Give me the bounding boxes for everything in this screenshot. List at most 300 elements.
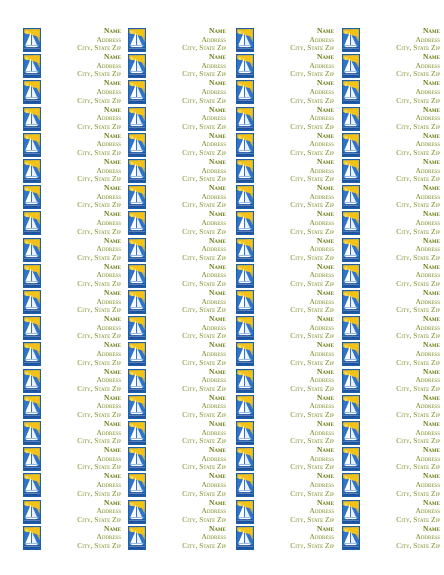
label-city-state-zip: City, State Zip	[396, 462, 440, 472]
label-name: Name	[103, 419, 121, 428]
label-name: Name	[208, 52, 226, 62]
label-city-state-zip: City, State Zip	[396, 409, 440, 419]
sailboat-icon	[236, 159, 254, 183]
label-name: Name	[208, 288, 226, 297]
label-text	[148, 446, 226, 472]
label-address: Address	[96, 270, 121, 280]
label-text	[43, 106, 121, 132]
label-city-state-zip: City, State Zip	[290, 331, 334, 341]
label-text	[256, 315, 334, 341]
address-label	[342, 263, 440, 289]
label-text	[43, 420, 121, 446]
label-name: Name	[422, 209, 440, 219]
sailboat-icon	[342, 54, 360, 78]
label-name: Name	[316, 104, 334, 114]
label-city-state-zip: City, State Zip	[290, 436, 334, 446]
address-label	[236, 525, 334, 551]
label-address: Address	[201, 60, 226, 70]
label-address: Address	[309, 113, 334, 123]
label-address: Address	[309, 296, 334, 306]
address-label	[236, 263, 334, 289]
address-label	[128, 27, 226, 53]
address-label	[342, 394, 440, 420]
sailboat-icon	[342, 264, 360, 288]
label-name: Name	[103, 261, 121, 271]
sailboat-icon	[236, 238, 254, 262]
label-address: Address	[201, 217, 226, 227]
label-name: Name	[208, 419, 226, 428]
label-name: Name	[316, 288, 334, 297]
label-city-state-zip: City, State Zip	[290, 383, 334, 393]
label-text	[148, 289, 226, 315]
address-label	[236, 420, 334, 446]
address-label	[236, 289, 334, 315]
label-city-state-zip: City, State Zip	[290, 147, 334, 157]
address-label	[236, 446, 334, 472]
label-address: Address	[96, 479, 121, 489]
label-address: Address	[201, 113, 226, 123]
label-address: Address	[415, 34, 440, 44]
label-city-state-zip: City, State Zip	[182, 305, 226, 315]
label-city-state-zip: City, State Zip	[182, 514, 226, 524]
label-name: Name	[208, 445, 226, 455]
address-label	[128, 158, 226, 184]
label-text	[43, 525, 121, 551]
label-text	[148, 237, 226, 263]
label-address: Address	[96, 506, 121, 516]
label-address: Address	[415, 427, 440, 437]
label-text	[362, 368, 440, 394]
label-name: Name	[422, 104, 440, 114]
sailboat-icon	[128, 80, 146, 104]
label-name: Name	[316, 26, 334, 35]
label-name: Name	[422, 157, 440, 166]
label-text	[362, 53, 440, 79]
address-label	[128, 79, 226, 105]
label-city-state-zip: City, State Zip	[290, 278, 334, 288]
label-city-state-zip: City, State Zip	[290, 121, 334, 131]
label-text	[43, 184, 121, 210]
sailboat-icon	[342, 395, 360, 419]
label-city-state-zip: City, State Zip	[77, 383, 121, 393]
label-name: Name	[103, 209, 121, 219]
label-name: Name	[103, 235, 121, 245]
label-text	[148, 420, 226, 446]
label-city-state-zip: City, State Zip	[396, 147, 440, 157]
label-address: Address	[415, 165, 440, 175]
sailboat-icon	[23, 185, 41, 209]
label-text	[256, 420, 334, 446]
address-label	[342, 53, 440, 79]
address-label	[236, 53, 334, 79]
label-name: Name	[422, 471, 440, 481]
label-address: Address	[415, 139, 440, 149]
label-text	[148, 315, 226, 341]
label-name: Name	[103, 314, 121, 324]
sailboat-icon	[236, 500, 254, 524]
address-label	[128, 394, 226, 420]
sailboat-icon	[342, 342, 360, 366]
label-text	[362, 106, 440, 132]
label-address: Address	[309, 348, 334, 358]
address-label	[128, 420, 226, 446]
sailboat-icon	[128, 316, 146, 340]
label-city-state-zip: City, State Zip	[77, 278, 121, 288]
label-city-state-zip: City, State Zip	[396, 95, 440, 105]
label-city-state-zip: City, State Zip	[182, 252, 226, 262]
label-address: Address	[201, 270, 226, 280]
sailboat-icon	[128, 185, 146, 209]
sailboat-icon	[128, 133, 146, 157]
label-text	[256, 525, 334, 551]
sailboat-icon	[128, 54, 146, 78]
label-text	[148, 158, 226, 184]
label-address: Address	[96, 217, 121, 227]
label-city-state-zip: City, State Zip	[396, 174, 440, 184]
label-text	[256, 446, 334, 472]
sailboat-icon	[236, 290, 254, 314]
sailboat-icon	[342, 447, 360, 471]
label-city-state-zip: City, State Zip	[182, 200, 226, 210]
address-label	[236, 106, 334, 132]
address-label	[23, 394, 121, 420]
label-address: Address	[201, 348, 226, 358]
label-text	[362, 394, 440, 420]
label-text	[43, 132, 121, 158]
label-address: Address	[201, 506, 226, 516]
address-label	[236, 27, 334, 53]
address-label	[342, 499, 440, 525]
label-address: Address	[96, 532, 121, 542]
sailboat-icon	[236, 28, 254, 52]
label-name: Name	[208, 78, 226, 88]
label-city-state-zip: City, State Zip	[77, 488, 121, 498]
label-name: Name	[316, 419, 334, 428]
label-address: Address	[96, 322, 121, 332]
label-city-state-zip: City, State Zip	[77, 95, 121, 105]
address-label	[236, 237, 334, 263]
address-label	[342, 368, 440, 394]
label-city-state-zip: City, State Zip	[290, 174, 334, 184]
label-name: Name	[422, 26, 440, 35]
label-address: Address	[96, 191, 121, 201]
label-address: Address	[96, 244, 121, 254]
label-city-state-zip: City, State Zip	[396, 121, 440, 131]
label-text	[256, 132, 334, 158]
label-name: Name	[422, 419, 440, 428]
label-city-state-zip: City, State Zip	[182, 436, 226, 446]
label-city-state-zip: City, State Zip	[290, 488, 334, 498]
sailboat-icon	[23, 28, 41, 52]
label-name: Name	[422, 366, 440, 376]
label-city-state-zip: City, State Zip	[290, 357, 334, 367]
label-city-state-zip: City, State Zip	[182, 69, 226, 79]
sailboat-icon	[128, 342, 146, 366]
label-city-state-zip: City, State Zip	[290, 514, 334, 524]
sailboat-icon	[23, 107, 41, 131]
label-text	[43, 446, 121, 472]
label-address: Address	[201, 427, 226, 437]
address-label	[128, 263, 226, 289]
label-address: Address	[309, 532, 334, 542]
sailboat-icon	[342, 526, 360, 550]
label-address: Address	[309, 191, 334, 201]
address-label	[23, 106, 121, 132]
label-text	[256, 368, 334, 394]
address-label	[342, 132, 440, 158]
label-text	[43, 158, 121, 184]
label-address: Address	[96, 453, 121, 463]
sailboat-icon	[23, 395, 41, 419]
label-name: Name	[316, 471, 334, 481]
address-label	[23, 132, 121, 158]
label-address: Address	[415, 532, 440, 542]
label-address: Address	[415, 217, 440, 227]
label-city-state-zip: City, State Zip	[182, 174, 226, 184]
label-text	[256, 237, 334, 263]
address-label	[23, 472, 121, 498]
address-label	[342, 106, 440, 132]
label-address: Address	[415, 453, 440, 463]
sailboat-icon	[342, 473, 360, 497]
label-name: Name	[422, 288, 440, 297]
label-text	[148, 27, 226, 53]
sailboat-icon	[23, 54, 41, 78]
label-text	[43, 210, 121, 236]
label-address: Address	[309, 506, 334, 516]
sailboat-icon	[23, 238, 41, 262]
label-city-state-zip: City, State Zip	[182, 95, 226, 105]
label-text	[148, 341, 226, 367]
label-address: Address	[201, 244, 226, 254]
label-text	[148, 394, 226, 420]
sailboat-icon	[236, 421, 254, 445]
label-address: Address	[201, 296, 226, 306]
label-city-state-zip: City, State Zip	[396, 226, 440, 236]
sailboat-icon	[128, 369, 146, 393]
label-text	[43, 394, 121, 420]
label-text	[148, 210, 226, 236]
sailboat-icon	[236, 107, 254, 131]
label-text	[362, 420, 440, 446]
label-text	[362, 446, 440, 472]
label-text	[43, 499, 121, 525]
label-city-state-zip: City, State Zip	[77, 252, 121, 262]
label-name: Name	[103, 104, 121, 114]
sailboat-icon	[128, 473, 146, 497]
label-name: Name	[316, 235, 334, 245]
label-address: Address	[96, 139, 121, 149]
label-name: Name	[103, 471, 121, 481]
address-label	[23, 525, 121, 551]
address-label	[23, 499, 121, 525]
sailboat-icon	[23, 369, 41, 393]
label-text	[148, 132, 226, 158]
sailboat-icon	[342, 133, 360, 157]
sailboat-icon	[236, 264, 254, 288]
sailboat-icon	[128, 264, 146, 288]
label-name: Name	[103, 497, 121, 507]
address-label	[128, 472, 226, 498]
sailboat-icon	[342, 238, 360, 262]
sailboat-icon	[236, 473, 254, 497]
address-label	[23, 368, 121, 394]
address-label	[236, 158, 334, 184]
address-label	[23, 289, 121, 315]
address-label	[236, 472, 334, 498]
label-name: Name	[422, 523, 440, 533]
label-address: Address	[309, 427, 334, 437]
address-label	[23, 315, 121, 341]
address-label	[23, 420, 121, 446]
label-city-state-zip: City, State Zip	[396, 488, 440, 498]
label-city-state-zip: City, State Zip	[77, 121, 121, 131]
label-text	[43, 368, 121, 394]
address-label	[128, 106, 226, 132]
sailboat-icon	[23, 500, 41, 524]
address-label	[236, 368, 334, 394]
label-text	[256, 79, 334, 105]
label-city-state-zip: City, State Zip	[290, 95, 334, 105]
label-name: Name	[316, 314, 334, 324]
sailboat-icon	[128, 526, 146, 550]
label-city-state-zip: City, State Zip	[77, 331, 121, 341]
sailboat-icon	[342, 159, 360, 183]
sailboat-icon	[128, 395, 146, 419]
sailboat-icon	[23, 316, 41, 340]
address-label	[128, 184, 226, 210]
label-name: Name	[422, 340, 440, 350]
label-city-state-zip: City, State Zip	[396, 514, 440, 524]
label-city-state-zip: City, State Zip	[182, 409, 226, 419]
address-label	[23, 446, 121, 472]
label-address: Address	[96, 165, 121, 175]
label-address: Address	[415, 86, 440, 96]
address-label	[342, 341, 440, 367]
label-address: Address	[96, 401, 121, 411]
label-text	[362, 79, 440, 105]
label-city-state-zip: City, State Zip	[396, 43, 440, 53]
label-text	[362, 289, 440, 315]
sailboat-icon	[23, 290, 41, 314]
label-address: Address	[96, 113, 121, 123]
label-text	[256, 289, 334, 315]
label-name: Name	[208, 26, 226, 35]
label-text	[256, 53, 334, 79]
label-city-state-zip: City, State Zip	[290, 69, 334, 79]
label-city-state-zip: City, State Zip	[396, 278, 440, 288]
label-city-state-zip: City, State Zip	[182, 488, 226, 498]
label-city-state-zip: City, State Zip	[290, 43, 334, 53]
label-city-state-zip: City, State Zip	[182, 43, 226, 53]
label-name: Name	[103, 52, 121, 62]
label-name: Name	[316, 209, 334, 219]
label-city-state-zip: City, State Zip	[290, 226, 334, 236]
label-city-state-zip: City, State Zip	[396, 540, 440, 550]
label-address: Address	[309, 244, 334, 254]
sailboat-icon	[23, 342, 41, 366]
label-address: Address	[415, 506, 440, 516]
label-name: Name	[208, 235, 226, 245]
label-address: Address	[201, 532, 226, 542]
label-name: Name	[422, 445, 440, 455]
sailboat-icon	[236, 369, 254, 393]
address-label	[128, 210, 226, 236]
sailboat-icon	[236, 80, 254, 104]
label-address: Address	[309, 375, 334, 385]
label-city-state-zip: City, State Zip	[182, 147, 226, 157]
label-text	[256, 472, 334, 498]
label-text	[362, 525, 440, 551]
label-city-state-zip: City, State Zip	[290, 409, 334, 419]
sailboat-icon	[342, 369, 360, 393]
label-city-state-zip: City, State Zip	[396, 69, 440, 79]
label-name: Name	[422, 314, 440, 324]
label-name: Name	[316, 392, 334, 402]
label-city-state-zip: City, State Zip	[77, 540, 121, 550]
address-label	[342, 210, 440, 236]
label-text	[148, 499, 226, 525]
label-city-state-zip: City, State Zip	[182, 540, 226, 550]
label-address: Address	[309, 60, 334, 70]
label-address: Address	[96, 427, 121, 437]
label-address: Address	[309, 139, 334, 149]
sailboat-icon	[236, 133, 254, 157]
address-label	[236, 394, 334, 420]
label-text	[148, 106, 226, 132]
label-address: Address	[415, 60, 440, 70]
label-name: Name	[208, 261, 226, 271]
label-address: Address	[201, 139, 226, 149]
label-address: Address	[309, 322, 334, 332]
label-text	[256, 499, 334, 525]
address-label	[342, 79, 440, 105]
label-text	[362, 27, 440, 53]
sailboat-icon	[236, 447, 254, 471]
label-text	[43, 53, 121, 79]
label-address: Address	[201, 86, 226, 96]
label-address: Address	[309, 270, 334, 280]
address-label	[236, 79, 334, 105]
label-address: Address	[96, 296, 121, 306]
label-name: Name	[422, 392, 440, 402]
sailboat-icon	[23, 421, 41, 445]
label-text	[256, 394, 334, 420]
label-name: Name	[208, 392, 226, 402]
label-city-state-zip: City, State Zip	[77, 462, 121, 472]
label-text	[256, 263, 334, 289]
address-label	[342, 315, 440, 341]
sailboat-icon	[236, 526, 254, 550]
label-city-state-zip: City, State Zip	[77, 357, 121, 367]
label-address: Address	[201, 401, 226, 411]
label-text	[256, 210, 334, 236]
label-name: Name	[316, 497, 334, 507]
label-name: Name	[208, 523, 226, 533]
label-name: Name	[103, 183, 121, 193]
sailboat-icon	[342, 290, 360, 314]
address-label	[128, 237, 226, 263]
label-address: Address	[415, 479, 440, 489]
label-name: Name	[208, 314, 226, 324]
address-label	[23, 27, 121, 53]
label-address: Address	[309, 217, 334, 227]
label-text	[256, 341, 334, 367]
label-name: Name	[316, 261, 334, 271]
sailboat-icon	[342, 107, 360, 131]
label-text	[148, 79, 226, 105]
label-city-state-zip: City, State Zip	[77, 174, 121, 184]
